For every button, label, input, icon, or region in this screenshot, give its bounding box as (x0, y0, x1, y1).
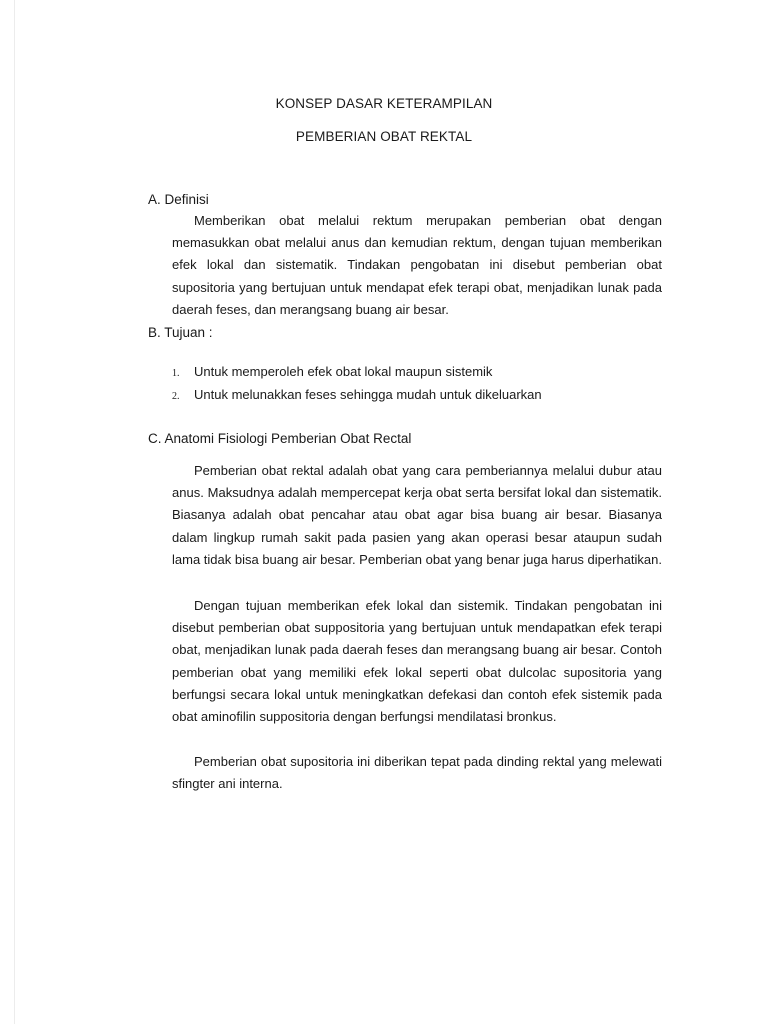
list-item-number: 1. (172, 368, 180, 379)
tujuan-list (172, 362, 542, 408)
document-title-line-2: PEMBERIAN OBAT REKTAL (295, 129, 473, 144)
paragraph-anatomi-1 (172, 460, 662, 571)
section-heading-tujuan: B. Tujuan : (148, 325, 213, 340)
paragraph-text: Pemberian obat supositoria ini diberikan tepat pada dinding rektal yang melewati sfingter ani interna. (172, 754, 662, 792)
section-heading-anatomi: C. Anatomi Fisiologi Pemberian Obat Rectal (148, 431, 412, 446)
list-item (172, 385, 542, 408)
paragraph-definisi (172, 210, 662, 321)
list-item-text: Untuk melunakkan feses sehingga mudah untuk dikeluarkan (194, 387, 542, 402)
list-item-text: Untuk memperoleh efek obat lokal maupun sistemik (194, 364, 493, 379)
paragraph-anatomi-2 (172, 595, 662, 728)
list-item (172, 362, 542, 385)
paragraph-text: Pemberian obat rektal adalah obat yang cara pemberiannya melalui dubur atau anus. Maksudnya adalah mempercepat kerja obat serta bersifat lokal dan sistematik. Biasanya adalah obat pencahar atau obat agar bisa buang air besar. Biasanya dalam lingkup rumah sakit pada pasien yang akan operasi besar ataupun sudah lama tidak bisa buang air besar. Pemberian obat yang benar juga harus diperhatikan. (172, 463, 662, 567)
paragraph-text: Memberikan obat melalui rektum merupakan pemberian obat dengan memasukkan obat melalui anus dan kemudian rektum, dengan tujuan memberikan efek lokal dan sistematik. Tindakan pengobatan ini disebut pemberian obat supositoria yang bertujuan untuk mendapat efek terapi obat, menjadikan lunak pada daerah feses, dan merangsang buang air besar. (172, 213, 662, 317)
document-title-line-1: KONSEP DASAR KETERAMPILAN (275, 96, 493, 111)
list-item-number: 2. (172, 391, 180, 402)
paragraph-anatomi-3 (172, 751, 662, 795)
section-heading-definisi: A. Definisi (148, 192, 209, 207)
paragraph-text: Dengan tujuan memberikan efek lokal dan sistemik. Tindakan pengobatan ini disebut pemberian obat suppositoria yang bertujuan untuk mendapatkan efek terapi obat, menjadikan lunak pada daerah feses dan merangsang buang air besar. Contoh pemberian obat yang memiliki efek lokal seperti obat dulcolac supositoria yang berfungsi secara lokal untuk meningkatkan defekasi dan contoh efek sistemik pada obat aminofilin suppositoria dengan berfungsi mendilatasi bronkus. (172, 598, 662, 725)
